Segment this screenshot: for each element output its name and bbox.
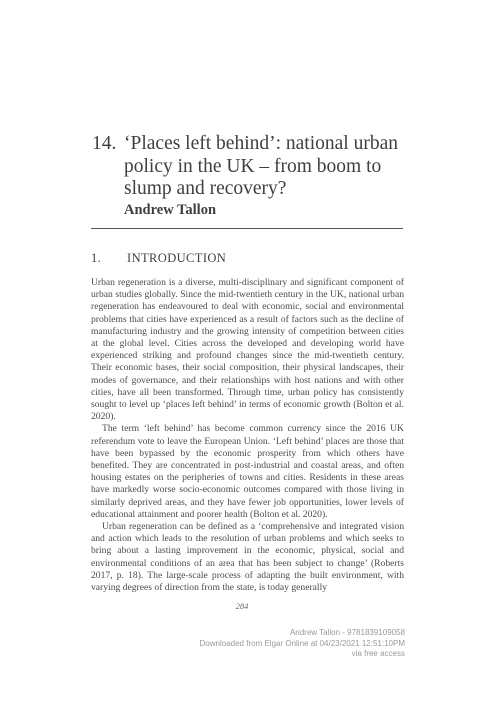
section-heading: [91, 251, 226, 266]
paragraph-3: Urban regeneration can be defined as a ‘comprehensive and integrated vision and action which leads to the resolution of urban problems and which seeks to bring about a lasting improvement in the economic, physical, social and environmental conditions of an area that has been subject to change’ (Roberts 2017, p. 18). The large-scale process of adapting the built environment, with varying degrees of direction from the state, is today generally: [91, 521, 404, 594]
section-number: 1.: [91, 251, 102, 265]
download-footer: [200, 628, 405, 660]
section-title: INTRODUCTION: [127, 251, 227, 265]
footer-access: via free access: [351, 649, 405, 658]
chapter-number: 14.: [92, 133, 117, 154]
heading-divider: [91, 228, 403, 229]
footer-citation: Andrew Tallon - 9781839109058: [289, 628, 405, 637]
page-number: 284: [235, 601, 249, 611]
body-text: [91, 277, 404, 594]
paragraph-2: The term ‘left behind’ has become common currency since the 2016 UK referendum vote to leave the European Union. ‘Left behind’ places are those that have been bypassed by the economic prosperity from which others have benefited. They are concentrated in post-industrial and coastal areas, and often housing estates on the peripheries of towns and cities. Residents in these areas have markedly worse socio-economic outcomes compared with those living in similarly deprived areas, and they have fewer job opportunities, lower levels of educational attainment and poorer health (Bolton et al. 2020).: [91, 423, 404, 520]
chapter-title: ‘Places left behind’: national urban policy in the UK – from boom to slump and recovery?: [124, 133, 398, 199]
chapter-heading: [92, 133, 412, 201]
paragraph-1: Urban regeneration is a diverse, multi-disciplinary and significant component of urban studies globally. Since the mid-twentieth century in the UK, national urban regeneration has endeavoured to deal with economic, social and environmental problems that cities have experienced as a result of factors such as the decline of manufacturing industry and the growing intensity of competition between cities at the global level. Cities across the developed and developing world have experienced striking and profound changes since the mid-twentieth century. Their economic bases, their social composition, their physical landscapes, their modes of governance, and their relationships with host nations and with other cities, have all been transformed. Through time, urban policy has consistently sought to level up ‘places left behind’ in terms of economic growth (Bolton et al. 2020).: [91, 277, 404, 423]
chapter-author: Andrew Tallon: [124, 202, 217, 218]
footer-download-info: Downloaded from Elgar Online at 04/23/2021 12:51:10PM: [199, 638, 405, 648]
